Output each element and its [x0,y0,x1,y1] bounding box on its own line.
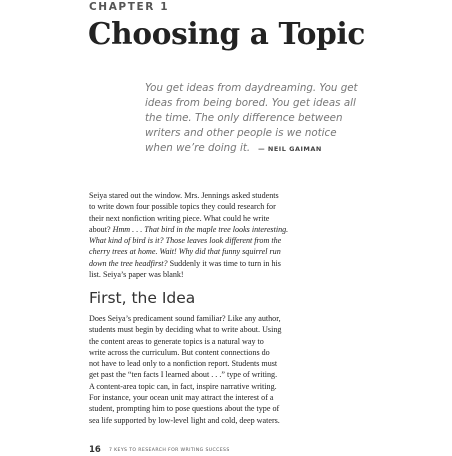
epigraph-line: writers and other people is we notice [145,127,337,139]
intro-paragraph [89,190,389,280]
paragraph-line: sea life supported by low-level light and cold, deep waters. [89,415,280,425]
epigraph-line: You get ideas from daydreaming. You get [145,82,358,94]
epigraph-line-last [145,141,380,157]
paragraph-line: list. Seiya’s paper was blank! [89,270,184,280]
paragraph-line: to write down four possible topics they could research for [89,202,276,212]
paragraph-line: Seiya stared out the window. Mrs. Jennings asked students [89,191,279,200]
paragraph-line: the content areas to generate topics is a natural way to [89,336,264,346]
paragraph-line: students must begin by deciding what to write about. Using [89,325,282,335]
paragraph-line: A content-area topic can, in fact, inspire narrative writing. [89,381,277,391]
paragraph-line-mixed [89,224,389,235]
paragraph-italic-line: What kind of bird is it? Those leaves look different from the [89,236,282,246]
paragraph-line: not have to lead only to a nonfiction report. Students must [89,359,278,369]
paragraph-italic-text: Hmm . . . That bird in the maple tree looks interesting. [112,224,289,234]
epigraph-line: when we’re doing it. [145,142,251,154]
paragraph-line: write across the curriculum. But content connections do [89,347,270,357]
chapter-title: Choosing a Topic [88,16,366,51]
paragraph-line: their next nonfiction writing piece. What could he write [89,213,270,223]
paragraph-line-mixed [89,258,389,269]
section-paragraph [89,313,389,426]
epigraph-line: the time. The only difference between [145,112,343,124]
paragraph-italic-text: down the tree headfirst? [89,258,168,268]
section-heading: First, the Idea [89,289,196,307]
page-footer [89,437,230,456]
page-number: 16 [89,445,101,455]
epigraph-attribution: — NEIL GAIMAN [258,145,322,153]
chapter-label: CHAPTER 1 [89,1,170,13]
epigraph-line: ideas from being bored. You get ideas all [145,97,356,109]
paragraph-line: Does Seiya’s predicament sound familiar? Like any author, [89,314,281,323]
paragraph-line: For instance, your ocean unit may attract the interest of a [89,393,274,403]
epigraph-quote [145,81,380,157]
paragraph-line: get past the “ten facts I learned about . . .” type of writing. [89,370,278,380]
running-head: 7 KEYS TO RESEARCH FOR WRITING SUCCESS [108,448,230,453]
paragraph-line: student, prompting him to pose questions about the type of [89,404,280,414]
paragraph-text: about? [89,224,113,234]
paragraph-italic-line: cherry trees at home. Wait! Why did that funny squirrel run [89,247,281,257]
paragraph-text: Suddenly it was time to turn in his [167,258,281,268]
